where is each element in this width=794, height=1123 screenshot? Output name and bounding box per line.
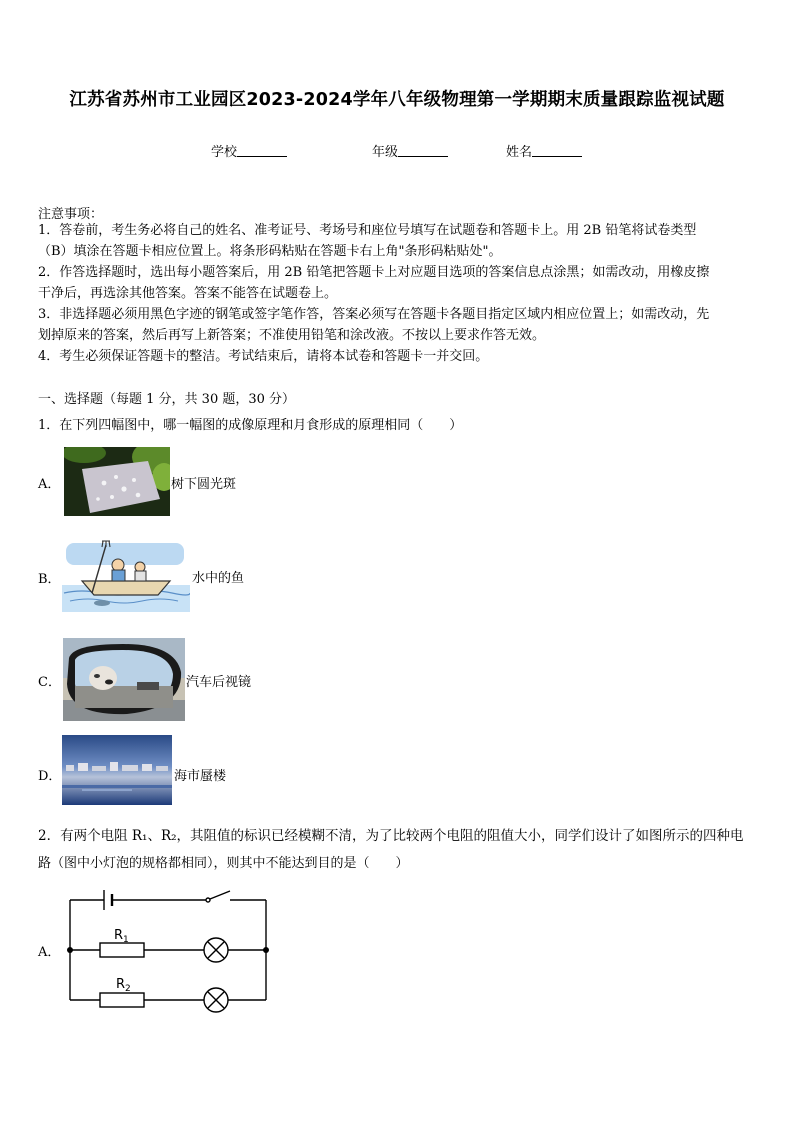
school-field [211,141,287,160]
school-label: 学校 [211,145,238,160]
r1-subscript: 1 [123,935,129,945]
option-d-letter: D． [38,769,62,784]
notice-line: 2．作答选择题时，选出每小题答案后，用 2B 铅笔把答题卡上对应题目选项的答案信息点涂黑；如需改动，用橡皮擦 [38,265,710,280]
name-label: 姓名 [506,145,533,160]
option-c-letter: C． [38,675,61,690]
name-blank[interactable] [532,144,582,157]
grade-blank[interactable] [398,144,448,157]
notice-line: 1．答卷前，考生务必将自己的姓名、准考证号、考场号和座位号填写在试题卷和答题卡上。用 2B 铅笔将试卷类型 [38,223,697,238]
grade-field [372,141,448,160]
section-title: 一、选择题（每题 1 分，共 30 题，30 分） [38,392,296,407]
school-blank[interactable] [237,144,287,157]
circuit-diagram-a [60,884,280,1020]
option-b-caption: 水中的鱼 [192,571,245,586]
grade-label: 年级 [372,145,399,160]
notice-line: （B）填涂在答题卡相应位置上。将条形码粘贴在答题卡右上角"条形码粘贴处"。 [38,244,502,259]
question-2-line-1: 2．有两个电阻 R₁、R₂，其阻值的标识已经模糊不清，为了比较两个电阻的阻值大小，同学们设计了如图所示的四种电 [38,828,744,844]
q2-option-a-letter: A． [38,945,61,960]
fishing-boat-image [62,537,190,612]
option-d-caption: 海市蜃楼 [174,769,227,784]
notice-heading: 注意事项： [38,207,104,222]
notice-line: 划掉原来的答案，然后再写上新答案；不准使用铅笔和涂改液。不按以上要求作答无效。 [38,328,546,343]
r1-label: R [114,928,124,943]
notice-line: 4．考生必须保证答题卡的整洁。考试结束后，请将本试卷和答题卡一并交回。 [38,349,489,364]
name-field [506,141,582,160]
tree-light-spot-image [64,447,170,516]
question-2-line-2: 路（图中小灯泡的规格都相同），则其中不能达到目的是（ ） [38,856,409,871]
notice-line: 干净后，再选涂其他答案。答案不能答在试题卷上。 [38,286,338,301]
option-a-letter: A． [38,477,61,492]
notice-line: 3．非选择题必须用黑色字迹的钢笔或签字笔作答，答案必须写在答题卡各题目指定区域内相应位置上；如需改动，先 [38,307,710,322]
mirage-image [62,735,172,805]
r2-label: R [116,977,126,992]
option-c-caption: 汽车后视镜 [186,675,252,690]
option-b-letter: B． [38,572,61,587]
option-a-caption: 树下圆光斑 [171,477,237,492]
car-mirror-image [63,638,185,721]
r2-subscript: 2 [125,984,131,994]
exam-title: 江苏省苏州市工业园区2023-2024学年八年级物理第一学期期末质量跟踪监视试题 [69,90,725,110]
question-1-text: 1．在下列四幅图中，哪一幅图的成像原理和月食形成的原理相同（ ） [38,418,463,433]
